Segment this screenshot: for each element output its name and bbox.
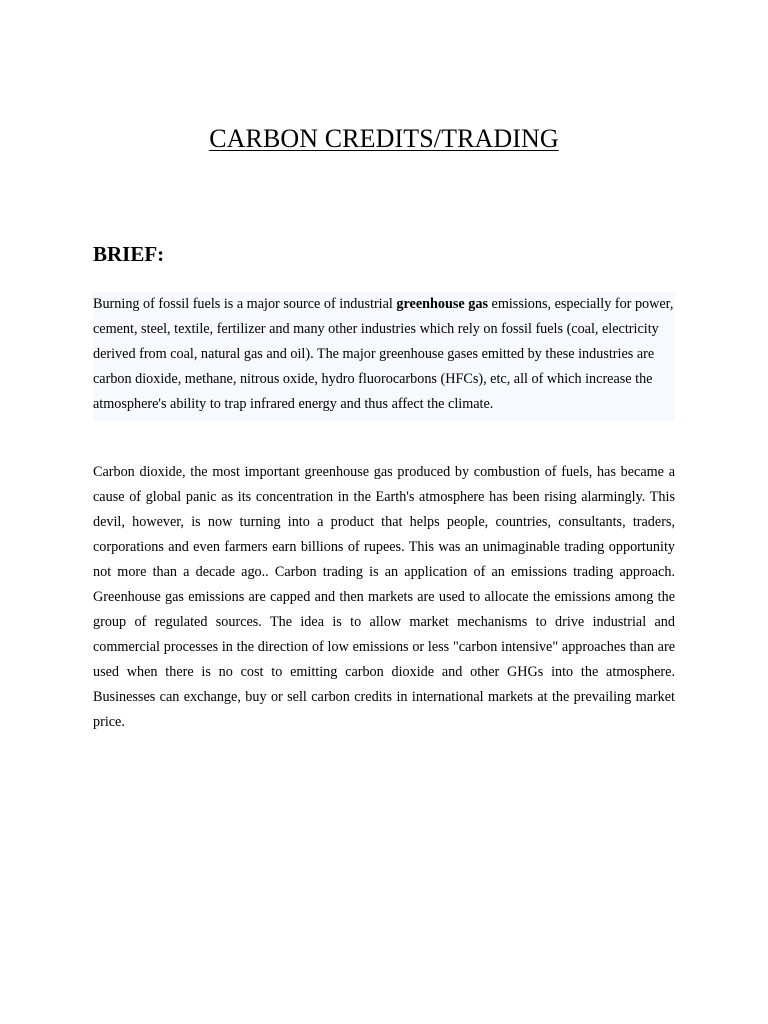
paragraph-1-text-end: emissions, especially for power, cement, steel, textile, fertilizer and many other industries which rely on fossil fuels (coal, electricity derived from coal, natural gas and oil). The major greenhouse gases emitted by these industries are carbon dioxide, methane, nitrous oxide, hydro fluorocarbons (HFCs), etc, all of which increase the atmosphere's ability to trap infrared energy and thus affect the climate. — [93, 296, 674, 412]
paragraph-2: Carbon dioxide, the most important greenhouse gas produced by combustion of fuels, has became a cause of global panic as its concentration in the Earth's atmosphere has been rising alarmingly. This devil, however, is now turning into a product that helps people, countries, consultants, traders, corporations and even farmers earn billions of rupees. This was an unimaginable trading opportunity not more than a decade ago.. Carbon trading is an application of an emissions trading approach. Greenhouse gas emissions are capped and then markets are used to allocate the emissions among the group of regulated sources. The idea is to allow market mechanisms to drive industrial and commercial processes in the direction of low emissions or less "carbon intensive" approaches than are used when there is no cost to emitting carbon dioxide and other GHGs into the atmosphere. Businesses can exchange, buy or sell carbon credits in international markets at the prevailing market price. — [93, 464, 675, 730]
document-title: CARBON CREDITS/TRADING — [209, 124, 559, 153]
paragraph-1-bold-term: greenhouse gas — [396, 296, 488, 312]
paragraph-1 — [93, 292, 675, 421]
section-heading-brief: BRIEF: — [93, 242, 165, 266]
paragraph-1-text-start: Burning of fossil fuels is a major source of industrial — [93, 296, 397, 312]
